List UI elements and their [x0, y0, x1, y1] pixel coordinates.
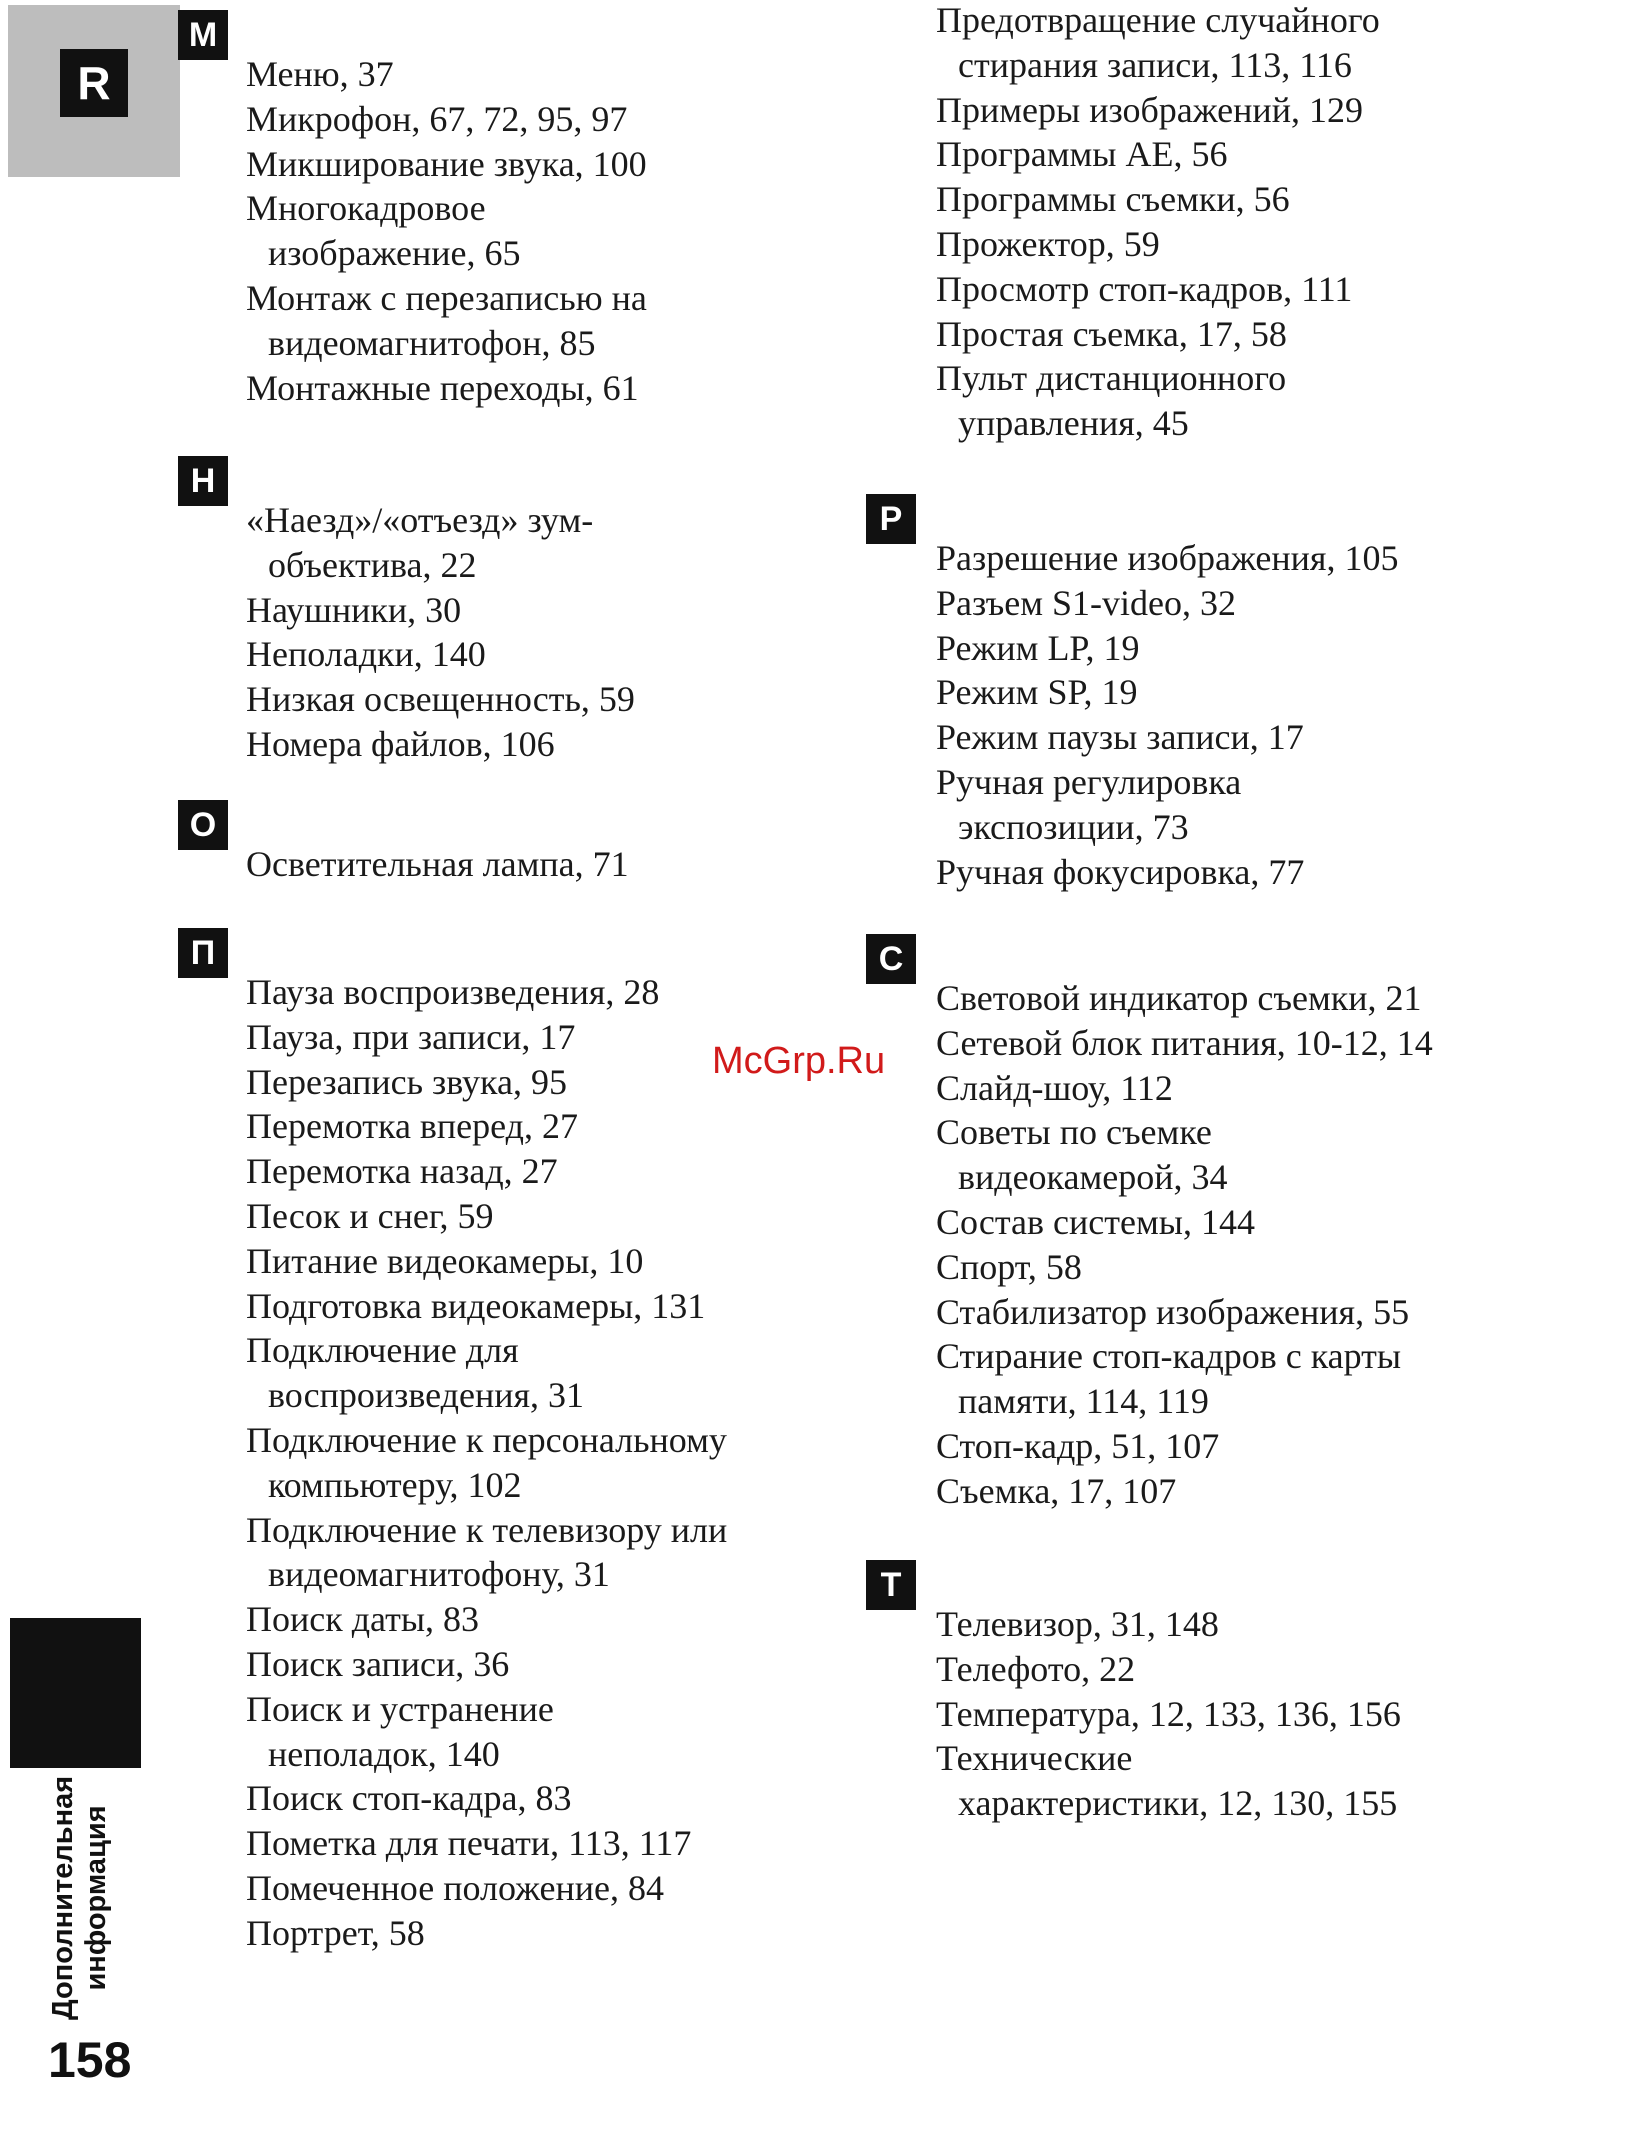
index-entry-term: Спорт, 58 — [936, 1246, 1082, 1287]
watermark: McGrp.Ru — [712, 1040, 886, 1082]
index-entry — [246, 1597, 727, 1642]
index-entry — [246, 1239, 727, 1284]
index-entry-term: Телевизор, 31, 148 — [936, 1604, 1219, 1644]
index-entry — [246, 1015, 727, 1060]
index-entry — [936, 1245, 1433, 1290]
index-entry — [936, 1692, 1401, 1737]
index-entry — [936, 760, 1398, 850]
entry-list — [246, 498, 635, 767]
index-entry — [936, 267, 1380, 312]
index-entry — [936, 0, 1380, 88]
index-entry — [246, 632, 635, 677]
index-entry — [936, 1334, 1433, 1424]
index-entry-term: Просмотр стоп-кадров, 111 — [936, 268, 1353, 309]
index-entry-term: Подключение к телевизору или — [246, 1509, 728, 1550]
index-entry-term: Наушники, 30 — [246, 589, 462, 630]
index-entry-term: Советы по съемке — [936, 1112, 1212, 1153]
index-entry — [936, 850, 1398, 895]
index-entry — [246, 1418, 727, 1508]
index-entry-continuation: неполадок, 140 — [268, 1733, 500, 1774]
index-entry — [936, 536, 1398, 581]
section-letter: С — [866, 934, 916, 984]
index-entry-term: Съемка, 17, 107 — [936, 1470, 1177, 1511]
index-entry-term: Пометка для печати, 113, 117 — [246, 1823, 692, 1864]
index-entry — [936, 626, 1398, 671]
index-entry-term: Микрофон, 67, 72, 95, 97 — [246, 98, 628, 139]
index-entry — [936, 1647, 1401, 1692]
index-entry-term: Поиск даты, 83 — [246, 1599, 480, 1640]
index-entry-term: Помеченное положение, 84 — [246, 1867, 664, 1908]
index-entry — [936, 581, 1398, 626]
index-entry-term: Телефото, 22 — [936, 1648, 1136, 1689]
index-entry-continuation: компьютеру, 102 — [268, 1464, 522, 1505]
index-entry — [936, 222, 1380, 267]
entry-list — [246, 842, 629, 887]
index-entry-continuation: видеомагнитофону, 31 — [268, 1554, 610, 1595]
index-entry — [936, 88, 1380, 133]
section-letter: Т — [866, 1560, 916, 1610]
index-entry-term: Ручная фокусировка, 77 — [936, 851, 1305, 892]
index-entry-term: Подготовка видеокамеры, 131 — [246, 1285, 706, 1326]
index-entry-term: Перезапись звука, 95 — [246, 1061, 567, 1102]
index-entry-continuation: характеристики, 12, 130, 155 — [958, 1783, 1398, 1824]
index-entry-term: Неполадки, 140 — [246, 634, 486, 675]
index-entry — [246, 1284, 727, 1329]
index-entry — [936, 1110, 1433, 1200]
chapter-side-label — [47, 1776, 113, 2020]
index-entry-term: Стирание стоп-кадров с карты — [936, 1336, 1402, 1377]
index-entry-continuation: объектива, 22 — [268, 544, 477, 585]
index-entry — [246, 1776, 727, 1821]
entry-list — [246, 970, 727, 1956]
index-entry — [246, 276, 647, 366]
index-entry-continuation: памяти, 114, 119 — [958, 1381, 1209, 1422]
index-entry-term: Пауза воспроизведения, 28 — [246, 972, 660, 1012]
index-entry-term: Программы съемки, 56 — [936, 179, 1290, 220]
index-entry — [246, 186, 647, 276]
section-letter: О — [178, 800, 228, 850]
index-entry-term: Подключение к персональному — [246, 1419, 727, 1460]
index-entry — [246, 1642, 727, 1687]
index-entry-term: Примеры изображений, 129 — [936, 89, 1363, 130]
index-entry — [936, 1469, 1433, 1514]
index-entry-term: Предотвращение случайного — [936, 0, 1380, 40]
index-entry — [246, 1194, 727, 1239]
index-entry — [246, 842, 629, 887]
index-entry-term: Ручная регулировка — [936, 761, 1242, 802]
index-entry-term: Микширование звука, 100 — [246, 143, 647, 184]
index-entry — [246, 1104, 727, 1149]
index-entry — [246, 1149, 727, 1194]
index-entry-term: Меню, 37 — [246, 54, 394, 94]
index-entry-term: Разъем S1-video, 32 — [936, 582, 1236, 623]
index-entry-term: Прожектор, 59 — [936, 223, 1160, 264]
chapter-side-label-line2: информация — [80, 1805, 112, 1991]
index-entry — [936, 1290, 1433, 1335]
index-entry — [936, 1021, 1433, 1066]
index-entry — [936, 177, 1380, 222]
index-entry-term: Песок и снег, 59 — [246, 1195, 494, 1236]
index-entry — [936, 976, 1433, 1021]
index-entry-continuation: экспозиции, 73 — [958, 806, 1189, 847]
index-entry-term: Режим SP, 19 — [936, 672, 1138, 713]
index-entry-term: Стоп-кадр, 51, 107 — [936, 1425, 1220, 1466]
index-entry — [246, 722, 635, 767]
index-entry — [246, 52, 647, 97]
index-entry-term: Пауза, при записи, 17 — [246, 1016, 576, 1057]
section-letter: М — [178, 10, 228, 60]
index-entry-term: Подключение для — [246, 1330, 519, 1371]
index-entry-term: Перемотка назад, 27 — [246, 1151, 558, 1192]
index-entry-term: Номера файлов, 106 — [246, 723, 555, 764]
index-entry-term: Слайд-шоу, 112 — [936, 1067, 1173, 1108]
index-entry-term: Разрешение изображения, 105 — [936, 538, 1399, 578]
entry-list — [936, 1602, 1401, 1826]
index-entry — [936, 1200, 1433, 1245]
entry-list — [936, 976, 1433, 1514]
index-entry — [936, 356, 1380, 446]
index-entry — [246, 1911, 727, 1956]
index-entry — [246, 97, 647, 142]
index-entry-term: Программы AE, 56 — [936, 134, 1228, 175]
section-tab-letter: R — [60, 49, 128, 117]
index-entry — [936, 715, 1398, 760]
index-entry — [246, 142, 647, 187]
index-entry — [246, 498, 635, 588]
page-number: 158 — [48, 2032, 132, 2088]
index-entry — [936, 132, 1380, 177]
index-entry — [246, 1687, 727, 1777]
index-entry-term: Перемотка вперед, 27 — [246, 1106, 578, 1147]
index-entry — [246, 1060, 727, 1105]
chapter-side-label-line1: Дополнительная — [47, 1775, 79, 2020]
index-entry-term: Портрет, 58 — [246, 1912, 425, 1953]
index-entry-term: Сетевой блок питания, 10-12, 14 — [936, 1022, 1433, 1063]
index-entry-term: Поиск записи, 36 — [246, 1643, 510, 1684]
entry-list — [246, 52, 647, 410]
index-entry-term: Питание видеокамеры, 10 — [246, 1240, 644, 1281]
index-entry-term: Многокадровое — [246, 188, 486, 229]
section-tab — [8, 5, 180, 177]
index-entry-term: Монтаж с перезаписью на — [246, 277, 647, 318]
index-entry-term: Поиск и устранение — [246, 1688, 554, 1729]
index-entry — [936, 312, 1380, 357]
index-entry-continuation: управления, 45 — [958, 403, 1189, 444]
index-entry — [936, 1602, 1401, 1647]
index-entry — [246, 1866, 727, 1911]
index-entry-term: Низкая освещенность, 59 — [246, 679, 635, 720]
index-entry-term: Световой индикатор съемки, 21 — [936, 978, 1422, 1018]
index-entry-continuation: изображение, 65 — [268, 233, 521, 274]
section-letter: П — [178, 928, 228, 978]
entry-list — [936, 0, 1380, 446]
index-entry — [246, 588, 635, 633]
index-entry-term: Простая съемка, 17, 58 — [936, 313, 1287, 354]
index-entry-term: Режим LP, 19 — [936, 627, 1140, 668]
index-entry-term: Поиск стоп-кадра, 83 — [246, 1778, 572, 1819]
index-entry-term: Температура, 12, 133, 136, 156 — [936, 1693, 1401, 1734]
index-entry-term: «Наезд»/«отъезд» зум- — [246, 500, 594, 540]
index-entry-continuation: воспроизведения, 31 — [268, 1375, 585, 1416]
index-entry-continuation: стирания записи, 113, 116 — [958, 44, 1352, 85]
entry-list — [936, 536, 1398, 894]
index-entry-continuation: видеокамерой, 34 — [958, 1157, 1228, 1198]
index-entry-term: Осветительная лампа, 71 — [246, 844, 629, 884]
index-entry — [246, 1508, 727, 1598]
index-entry — [246, 1328, 727, 1418]
index-entry — [246, 970, 727, 1015]
index-entry-term: Монтажные переходы, 61 — [246, 367, 639, 408]
index-entry-term: Режим паузы записи, 17 — [936, 717, 1304, 758]
index-entry — [936, 1736, 1401, 1826]
index-entry — [246, 677, 635, 722]
index-entry-term: Стабилизатор изображения, 55 — [936, 1291, 1410, 1332]
section-letter: Р — [866, 494, 916, 544]
chapter-marker-block — [10, 1618, 141, 1768]
index-entry-term: Пульт дистанционного — [936, 358, 1287, 399]
index-entry-term: Технические — [936, 1738, 1133, 1779]
index-entry — [246, 366, 647, 411]
section-letter: Н — [178, 456, 228, 506]
index-entry — [936, 1424, 1433, 1469]
index-entry-continuation: видеомагнитофон, 85 — [268, 322, 596, 363]
index-entry-term: Состав системы, 144 — [936, 1201, 1255, 1242]
index-entry — [936, 1066, 1433, 1111]
index-entry — [936, 670, 1398, 715]
index-entry — [246, 1821, 727, 1866]
